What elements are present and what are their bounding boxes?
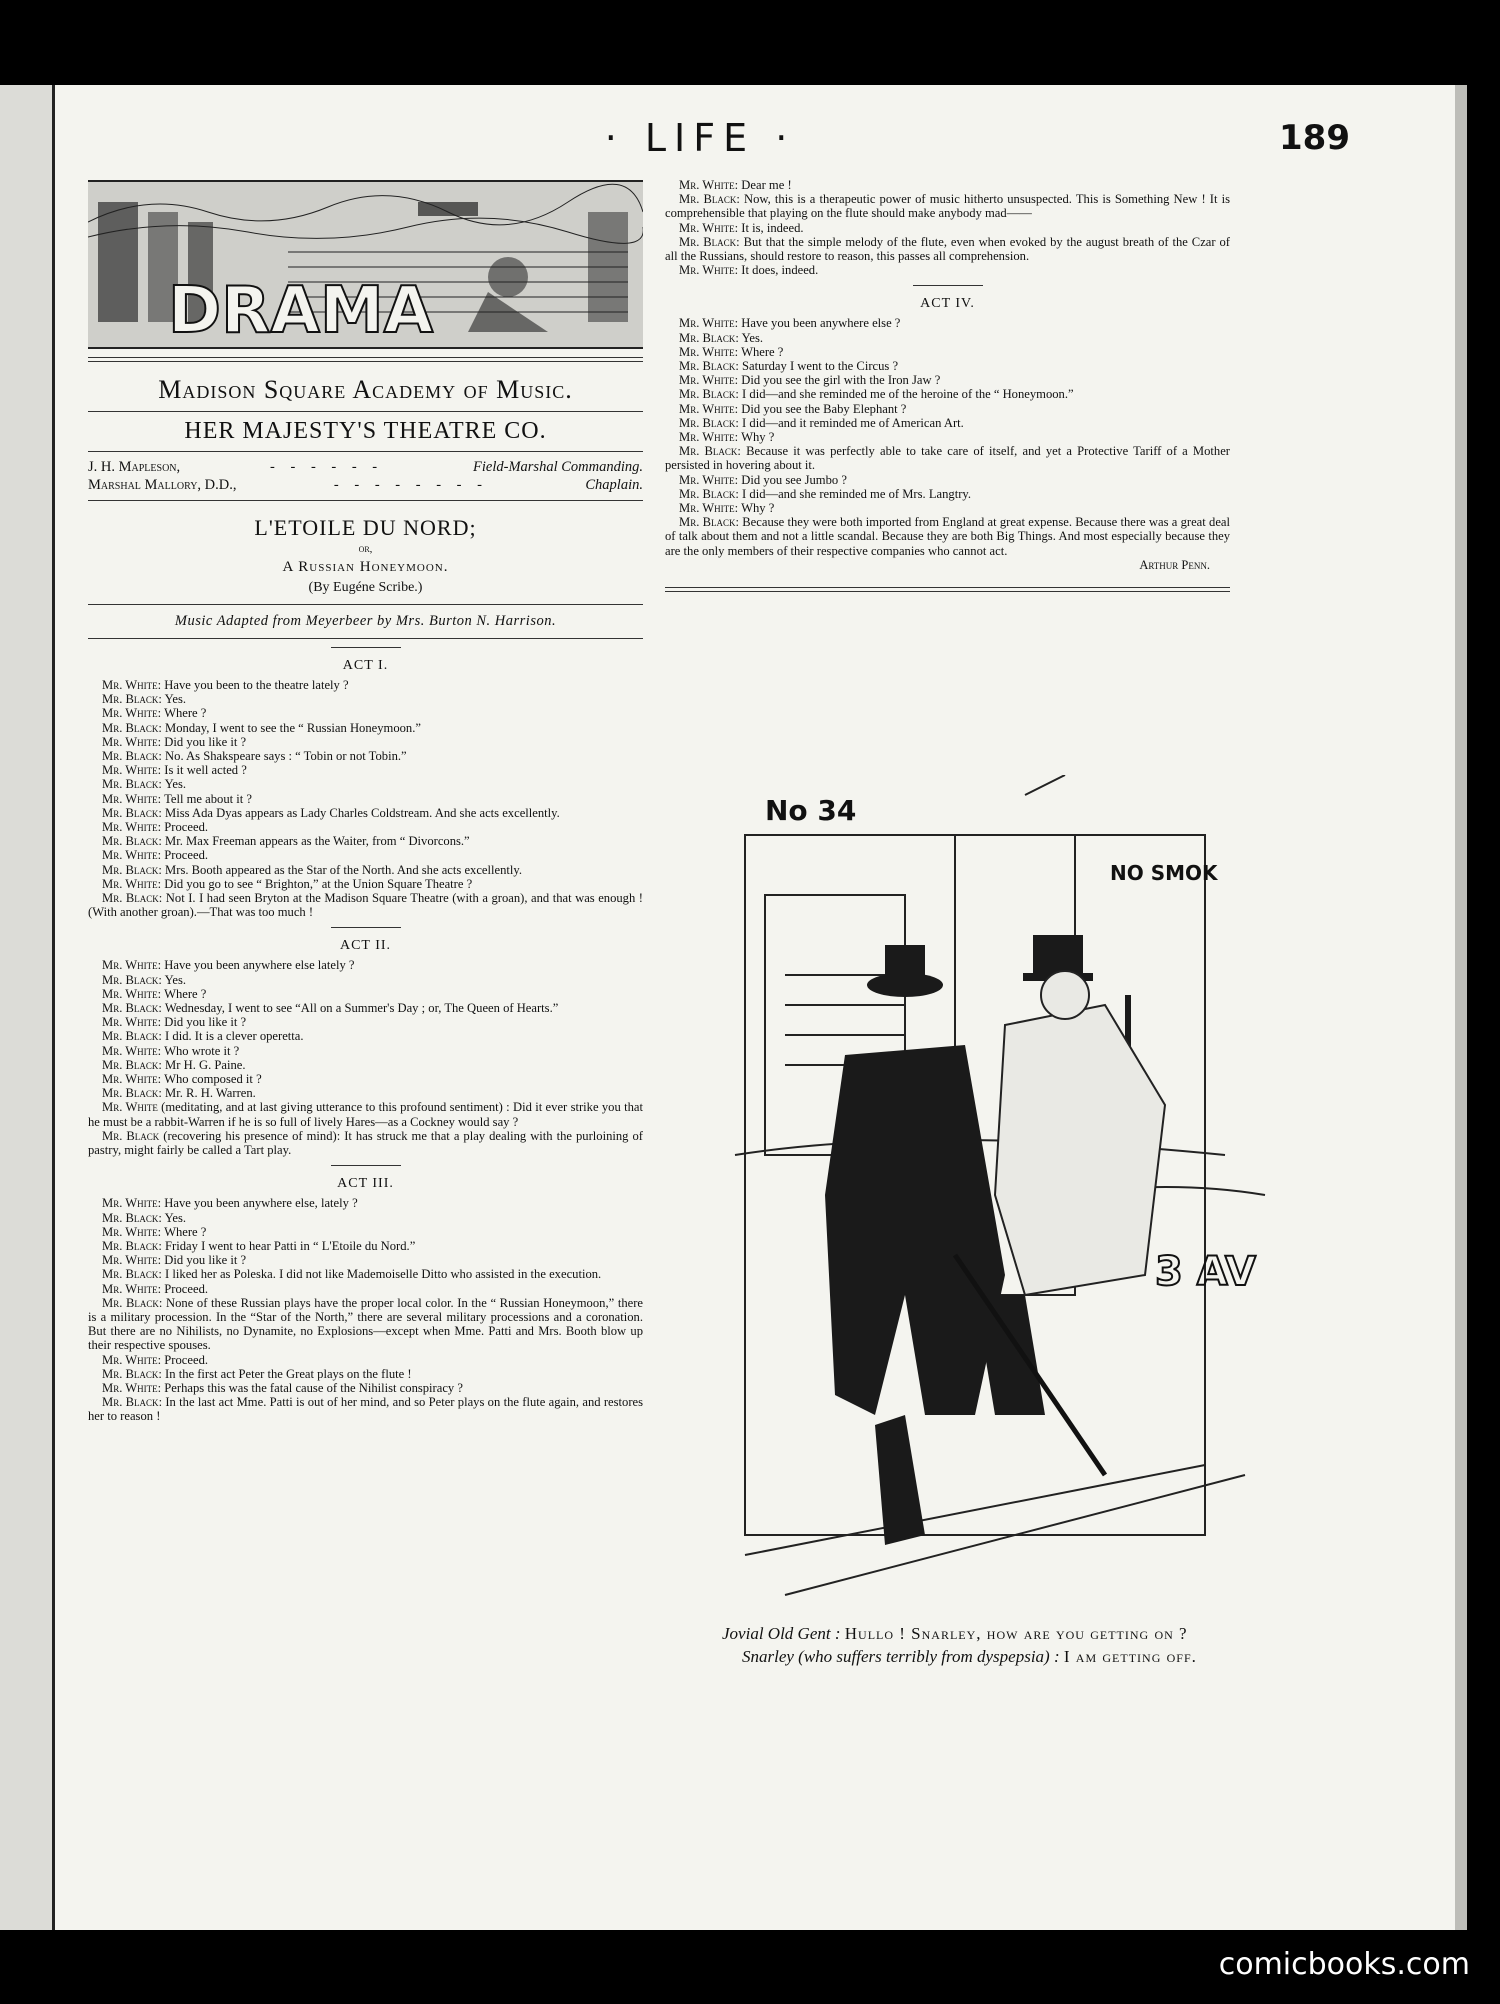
dialogue-text: : Have you been anywhere else ? bbox=[734, 316, 901, 331]
dialogue-line bbox=[88, 792, 643, 806]
dialogue-line bbox=[88, 1239, 643, 1253]
caption-speaker-2: Snarley (who suffers terribly from dyspepsia) : bbox=[742, 1647, 1060, 1666]
acts-right-container bbox=[665, 178, 1230, 558]
dialogue-line bbox=[88, 1395, 643, 1423]
dialogue-speaker: Mr. White bbox=[102, 1196, 158, 1211]
dialogue-speaker: Mr. White bbox=[679, 373, 735, 388]
dialogue-line bbox=[665, 387, 1230, 401]
dialogue-text: (recovering his presence of mind): It has struck me that a play dealing with the purloining of pastry, might fairly be called a Tart play. bbox=[88, 1128, 643, 1158]
dialogue-speaker: Mr. White bbox=[679, 401, 735, 416]
dialogue-text: : Why ? bbox=[734, 430, 775, 445]
dialogue-line bbox=[665, 473, 1230, 487]
dialogue-line bbox=[665, 359, 1230, 373]
dialogue-text: : It is, indeed. bbox=[734, 220, 804, 235]
dialogue-speaker: Mr. Black bbox=[102, 1395, 159, 1410]
dialogue-speaker: Mr. Black bbox=[102, 862, 159, 877]
dialogue-text: : Where ? bbox=[157, 986, 207, 1001]
credit-name: J. H. Mapleson, bbox=[88, 459, 181, 475]
dialogue-speaker: Mr. Black bbox=[102, 777, 159, 792]
dialogue-speaker: Mr. Black bbox=[102, 1295, 159, 1310]
dialogue-line bbox=[88, 958, 643, 972]
dialogue-speaker: Mr. Black bbox=[679, 387, 736, 402]
rule bbox=[88, 357, 643, 362]
dialogue-speaker: Mr. Black bbox=[102, 834, 159, 849]
dialogue-speaker: Mr. Black bbox=[679, 486, 736, 501]
dialogue-text: : Mrs. Booth appeared as the Star of the North. And she acts excellently. bbox=[158, 862, 523, 877]
caption-text-1: Hullo ! Snarley, how are you getting on ? bbox=[844, 1624, 1188, 1643]
dialogue-speaker: Mr. White bbox=[679, 344, 735, 359]
dialogue-line bbox=[665, 515, 1230, 558]
dialogue-line bbox=[88, 1381, 643, 1395]
dialogue-text: : Mr. R. H. Warren. bbox=[158, 1086, 256, 1101]
play-title-or: or, bbox=[358, 543, 373, 555]
dialogue-speaker: Mr. White bbox=[679, 178, 735, 192]
no-smoking-sign-text: NO SMOK bbox=[1110, 861, 1218, 885]
dialogue-text: : Now, this is a therapeutic power of music hitherto unsuspected. This is Something New ! It is comprehensible that playing on the flute should make anybody mad—— bbox=[665, 192, 1230, 221]
act-rule bbox=[331, 927, 401, 928]
dialogue-text: : Have you been to the theatre lately ? bbox=[157, 678, 349, 692]
dialogue-line bbox=[88, 1086, 643, 1100]
dialogue-line bbox=[88, 777, 643, 791]
dialogue-speaker: Mr. White bbox=[102, 1281, 158, 1296]
dialogue-speaker: Mr. Black bbox=[102, 1366, 159, 1381]
credit-role: Chaplain. bbox=[585, 477, 643, 493]
company-title: HER MAJESTY'S THEATRE CO. bbox=[184, 418, 547, 444]
dialogue-line bbox=[88, 1196, 643, 1210]
dialogue-line bbox=[665, 430, 1230, 444]
dialogue-text: : Proceed. bbox=[157, 1281, 209, 1296]
dialogue-line bbox=[665, 402, 1230, 416]
play-alt-title: A Russian Honeymoon. bbox=[282, 559, 449, 575]
dialogue-line bbox=[88, 863, 643, 877]
dialogue-line bbox=[665, 178, 1230, 192]
dialogue-text: : Dear me ! bbox=[734, 178, 792, 192]
dialogue-text: : Wednesday, I went to see “All on a Summer's Day ; or, The Queen of Hearts.” bbox=[158, 1001, 559, 1016]
dialogue-line bbox=[665, 331, 1230, 345]
acts-left-container bbox=[88, 647, 643, 1424]
dialogue-line bbox=[88, 1129, 643, 1157]
page-edge-shadow bbox=[1455, 85, 1467, 1930]
act-rule bbox=[913, 285, 983, 286]
dialogue-line bbox=[88, 678, 643, 692]
dialogue-line bbox=[88, 1100, 643, 1128]
dialogue-text: : Did you like it ? bbox=[157, 1253, 247, 1268]
dialogue-speaker: Mr. White bbox=[102, 1100, 158, 1115]
act-heading: ACT IV. bbox=[920, 296, 975, 312]
dialogue-line bbox=[665, 416, 1230, 430]
dialogue-text: : Saturday I went to the Circus ? bbox=[735, 359, 899, 374]
dialogue-line bbox=[88, 1058, 643, 1072]
dialogue-speaker: Mr. White bbox=[102, 678, 158, 692]
dialogue-line bbox=[88, 1267, 643, 1281]
dialogue-speaker: Mr. Black bbox=[679, 515, 736, 530]
streetcar-cartoon bbox=[725, 775, 1290, 1620]
dialogue-text: (meditating, and at last giving utterance to this profound sentiment) : Did it ever strike you that he must be a rabbit-Warren if he is so full of lively Hares—as a Cockney would say ? bbox=[88, 1100, 643, 1129]
act-heading: ACT II. bbox=[339, 938, 392, 954]
dialogue-text: : Yes. bbox=[158, 777, 187, 792]
dialogue-text: : Is it well acted ? bbox=[157, 763, 247, 778]
dialogue-line bbox=[88, 848, 643, 862]
dialogue-speaker: Mr. Black bbox=[102, 749, 159, 764]
play-title: L'ETOILE DU NORD; bbox=[254, 515, 477, 540]
rule bbox=[665, 587, 1230, 592]
source-watermark: comicbooks.com bbox=[1218, 1947, 1470, 1982]
dialogue-speaker: Mr. White bbox=[102, 763, 158, 778]
dialogue-text: : Have you been anywhere else, lately ? bbox=[157, 1196, 358, 1211]
dialogue-line bbox=[88, 1211, 643, 1225]
rule bbox=[88, 500, 643, 501]
dialogue-line bbox=[88, 1044, 643, 1058]
dialogue-text: : Yes. bbox=[158, 972, 187, 987]
dialogue-speaker: Mr. Black bbox=[102, 1210, 159, 1225]
previous-page-edge bbox=[0, 85, 55, 1930]
drama-banner-illustration bbox=[88, 180, 643, 349]
dialogue-line bbox=[665, 235, 1230, 263]
dialogue-speaker: Mr. Black bbox=[102, 1128, 160, 1143]
dialogue-text: : Yes. bbox=[158, 1210, 187, 1225]
dialogue-speaker: Mr. White bbox=[102, 1224, 158, 1239]
dialogue-line bbox=[665, 345, 1230, 359]
dialogue-text: : Who wrote it ? bbox=[157, 1043, 240, 1058]
dialogue-speaker: Mr. Black bbox=[102, 1267, 159, 1282]
dialogue-text: : Did you see the Baby Elephant ? bbox=[734, 401, 907, 416]
dialogue-text: : Friday I went to hear Patti in “ L'Etoile du Nord.” bbox=[158, 1238, 416, 1253]
dialogue-text: : I did—and it reminded me of American Art. bbox=[735, 415, 964, 430]
dialogue-line bbox=[88, 749, 643, 763]
dialogue-line bbox=[88, 973, 643, 987]
dialogue-speaker: Mr. White bbox=[102, 1380, 158, 1395]
play-byline: (By Eugéne Scribe.) bbox=[308, 580, 423, 595]
cartoon-caption bbox=[722, 1622, 1277, 1668]
dialogue-speaker: Mr. White bbox=[102, 1043, 158, 1058]
dialogue-text: : Did you like it ? bbox=[157, 1015, 247, 1030]
credit-name: Marshal Mallory, D.D., bbox=[88, 477, 237, 493]
route-sign-text: 3 AV bbox=[1155, 1249, 1256, 1295]
dialogue-speaker: Mr. White bbox=[102, 1253, 158, 1268]
dialogue-text: : Have you been anywhere else lately ? bbox=[157, 958, 355, 973]
rule bbox=[88, 638, 643, 639]
rule bbox=[88, 451, 643, 452]
venue-title: Madison Square Academy of Music. bbox=[158, 375, 573, 404]
author-signature: Arthur Penn. bbox=[1139, 557, 1210, 572]
dialogue-text: : I liked her as Poleska. I did not like Mademoiselle Ditto who assisted in the execution. bbox=[158, 1267, 602, 1282]
dialogue-text: : Did you go to see “ Brighton,” at the Union Square Theatre ? bbox=[157, 876, 473, 891]
dialogue-text: : Proceed. bbox=[157, 820, 209, 835]
dialogue-text: : In the last act Mme. Patti is out of her mind, and so Peter plays on the flute again, and restores her to reason ! bbox=[88, 1395, 644, 1424]
caption-text-2: I am getting off. bbox=[1063, 1647, 1197, 1666]
dialogue-speaker: Mr. Black bbox=[102, 692, 159, 707]
dialogue-text: : Mr. Max Freeman appears as the Waiter, from “ Divorcons.” bbox=[158, 834, 470, 849]
dialogue-text: : Yes. bbox=[158, 692, 187, 707]
dialogue-line bbox=[665, 263, 1230, 277]
dialogue-speaker: Mr. White bbox=[102, 1352, 158, 1367]
dialogue-line bbox=[88, 1296, 643, 1353]
caption-line-2 bbox=[722, 1645, 1277, 1668]
dialogue-line bbox=[88, 891, 643, 919]
dialogue-speaker: Mr. Black bbox=[102, 1086, 159, 1101]
dialogue-line bbox=[88, 706, 643, 720]
dialogue-line bbox=[88, 1015, 643, 1029]
streetcar-cartoon-svg bbox=[725, 775, 1290, 1620]
dialogue-line bbox=[88, 1282, 643, 1296]
dialogue-text: : Yes. bbox=[735, 330, 764, 345]
dialogue-text: : Proceed. bbox=[157, 848, 209, 863]
dialogue-speaker: Mr. Black bbox=[102, 1029, 159, 1044]
dialogue-text: : Miss Ada Dyas appears as Lady Charles Coldstream. And she acts excellently. bbox=[158, 805, 560, 820]
dialogue-line bbox=[88, 1225, 643, 1239]
dialogue-text: : Not I. I had seen Bryton at the Madison Square Theatre (with a groan), and that was enough ! (With another groan).—That was too much ! bbox=[88, 891, 643, 920]
dialogue-speaker: Mr. Black bbox=[102, 1001, 159, 1016]
dialogue-line bbox=[88, 735, 643, 749]
dialogue-text: : Monday, I went to see the “ Russian Honeymoon.” bbox=[158, 720, 421, 735]
dialogue-line bbox=[88, 1253, 643, 1267]
dialogue-text: : Why ? bbox=[734, 501, 775, 516]
dialogue-speaker: Mr. Black bbox=[102, 891, 159, 906]
dialogue-speaker: Mr. Black bbox=[102, 1238, 159, 1253]
dialogue-line bbox=[88, 1029, 643, 1043]
right-column bbox=[665, 178, 1230, 600]
dialogue-text: : Perhaps this was the fatal cause of the Nihilist conspiracy ? bbox=[157, 1380, 463, 1395]
dialogue-line bbox=[88, 834, 643, 848]
dialogue-line bbox=[88, 987, 643, 1001]
credit-dots: - - - - - - bbox=[270, 459, 384, 475]
dialogue-line bbox=[88, 763, 643, 777]
dialogue-speaker: Mr. White bbox=[102, 1015, 158, 1030]
dialogue-text: : Tell me about it ? bbox=[157, 791, 253, 806]
dialogue-speaker: Mr. Black bbox=[679, 415, 736, 430]
music-credit: Music Adapted from Meyerbeer by Mrs. Burton N. Harrison. bbox=[174, 613, 557, 629]
dialogue-text: : I did—and she reminded me of Mrs. Langtry. bbox=[735, 486, 972, 501]
dialogue-speaker: Mr. White bbox=[679, 472, 735, 487]
dialogue-speaker: Mr. White bbox=[679, 430, 735, 445]
act-rule bbox=[331, 647, 401, 648]
caption-speaker-1: Jovial Old Gent : bbox=[722, 1624, 841, 1643]
dialogue-text: : It does, indeed. bbox=[734, 263, 819, 278]
dialogue-line bbox=[88, 1001, 643, 1015]
dialogue-line bbox=[665, 373, 1230, 387]
dialogue-speaker: Mr. Black bbox=[679, 330, 736, 345]
banner-drama-text: DRAMA bbox=[168, 274, 434, 347]
rule bbox=[88, 411, 643, 412]
dialogue-text: : Who composed it ? bbox=[157, 1072, 262, 1087]
car-number-text: No 34 bbox=[765, 794, 857, 827]
dialogue-speaker: Mr. Black bbox=[102, 1057, 159, 1072]
credit-row bbox=[88, 476, 643, 494]
dialogue-text: : Where ? bbox=[157, 706, 207, 721]
dialogue-text: : Did you see the girl with the Iron Jaw ? bbox=[734, 373, 941, 388]
dialogue-speaker: Mr. White bbox=[102, 791, 158, 806]
dialogue-speaker: Mr. Black bbox=[679, 359, 736, 374]
dialogue-speaker: Mr. Black bbox=[102, 720, 159, 735]
dialogue-text: : In the first act Peter the Great plays on the flute ! bbox=[158, 1366, 412, 1381]
dialogue-line bbox=[665, 487, 1230, 501]
dialogue-text: : I did. It is a clever operetta. bbox=[158, 1029, 304, 1044]
credit-role: Field-Marshal Commanding. bbox=[473, 459, 643, 475]
dialogue-speaker: Mr. White bbox=[679, 316, 735, 331]
dialogue-line bbox=[665, 316, 1230, 330]
credit-row bbox=[88, 458, 643, 476]
dialogue-text: : No. As Shakspeare says : “ Tobin or not Tobin.” bbox=[158, 749, 407, 764]
dialogue-speaker: Mr. White bbox=[102, 706, 158, 721]
dialogue-line bbox=[88, 1353, 643, 1367]
dialogue-text: : None of these Russian plays have the proper local color. In the “ Russian Honeymoon,” there is a military procession. In the “Star of the North,” there are several military processions and a coronation. But there are no Nihilists, no Dynamite, no Explosions—except when Mme. Patti and Mrs. Booth blow up their respective spouses. bbox=[88, 1295, 643, 1353]
dialogue-text: : Because it was perfectly able to take care of itself, and yet a Protective Tariff of a Mother persisted in hovering about it. bbox=[665, 444, 1231, 473]
drama-banner-svg bbox=[88, 182, 643, 347]
dialogue-line bbox=[88, 806, 643, 820]
dialogue-text: : Proceed. bbox=[157, 1352, 209, 1367]
dialogue-speaker: Mr. White bbox=[102, 876, 158, 891]
act-heading: ACT III. bbox=[337, 1176, 394, 1192]
dialogue-speaker: Mr. White bbox=[102, 958, 158, 973]
dialogue-speaker: Mr. White bbox=[102, 820, 158, 835]
act-rule bbox=[331, 1165, 401, 1166]
dialogue-text: : Did you like it ? bbox=[157, 734, 247, 749]
dialogue-line bbox=[665, 221, 1230, 235]
dialogue-speaker: Mr. White bbox=[102, 734, 158, 749]
dialogue-text: : But that the simple melody of the flute, even when evoked by the august breath of the Czar of all the Russians, should restore to reason, this passes all comprehension. bbox=[665, 234, 1230, 264]
dialogue-speaker: Mr. White bbox=[102, 986, 158, 1001]
dialogue-line bbox=[665, 444, 1230, 472]
dialogue-speaker: Mr. Black bbox=[102, 972, 159, 987]
dialogue-speaker: Mr. White bbox=[102, 848, 158, 863]
dialogue-line bbox=[88, 721, 643, 735]
page-header-title: · LIFE · bbox=[604, 116, 796, 160]
left-column bbox=[88, 180, 643, 1424]
dialogue-text: : I did—and she reminded me of the heroine of the “ Honeymoon.” bbox=[735, 387, 1074, 402]
dialogue-speaker: Mr. White bbox=[679, 501, 735, 516]
dialogue-text: : Where ? bbox=[734, 344, 784, 359]
caption-line-1 bbox=[722, 1622, 1277, 1645]
dialogue-speaker: Mr. White bbox=[679, 263, 735, 278]
page-number: 189 bbox=[1279, 118, 1350, 158]
dialogue-line bbox=[88, 1367, 643, 1381]
dialogue-speaker: Mr. Black bbox=[679, 192, 737, 207]
dialogue-line bbox=[665, 192, 1230, 220]
dialogue-line bbox=[88, 820, 643, 834]
dialogue-speaker: Mr. White bbox=[679, 220, 735, 235]
dialogue-speaker: Mr. White bbox=[102, 1072, 158, 1087]
act-heading: ACT I. bbox=[342, 658, 389, 673]
dialogue-speaker: Mr. Black bbox=[102, 805, 159, 820]
dialogue-line bbox=[665, 501, 1230, 515]
rule bbox=[88, 604, 643, 605]
dialogue-text: : Mr H. G. Paine. bbox=[158, 1057, 246, 1072]
dialogue-text: : Did you see Jumbo ? bbox=[734, 472, 847, 487]
dialogue-speaker: Mr. Black bbox=[679, 444, 738, 459]
dialogue-speaker: Mr. Black bbox=[679, 234, 737, 249]
dialogue-line bbox=[88, 692, 643, 706]
dialogue-text: : Where ? bbox=[157, 1224, 207, 1239]
dialogue-text: : Because they were both imported from England at great expense. Because there was a great deal of talk about them and not a little scandal. Because they are both Big Things. And most especially because they are the only members of their respective companies who cannot act. bbox=[665, 515, 1230, 558]
dialogue-line bbox=[88, 877, 643, 891]
credit-dots: - - - - - - - - bbox=[333, 477, 488, 493]
dialogue-line bbox=[88, 1072, 643, 1086]
